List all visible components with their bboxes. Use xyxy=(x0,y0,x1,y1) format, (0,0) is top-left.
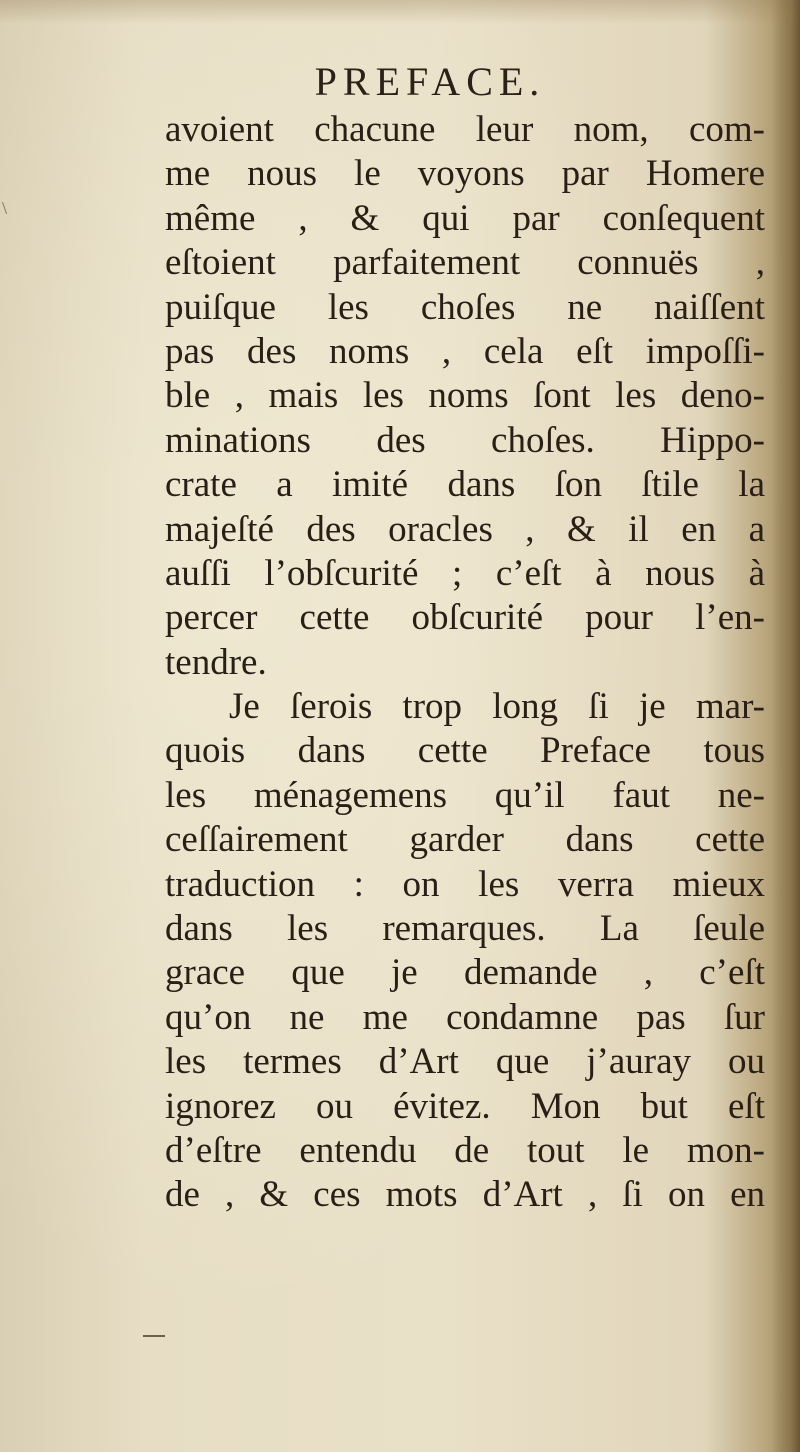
text-line: puiſque les choſes ne naiſſent xyxy=(165,286,765,328)
text-line: de , & ces mots d’Art , ſi on en xyxy=(165,1174,765,1216)
margin-dash-mark xyxy=(143,1335,165,1337)
text-line: dans les remarques. La ſeule xyxy=(165,908,765,950)
text-line: traduction : on les verra mieux xyxy=(165,863,765,905)
text-line: ble , mais les noms ſont les deno- xyxy=(165,375,765,417)
text-line: majeſté des oracles , & il en a xyxy=(165,508,765,550)
text-line: ignorez ou évitez. Mon but eſt xyxy=(165,1085,765,1127)
margin-mark: \ xyxy=(2,198,8,218)
text-line: avoient chacune leur nom, com- xyxy=(165,109,765,150)
text-line: les ménagemens qu’il faut ne- xyxy=(165,774,765,816)
page-top-shading xyxy=(0,0,800,24)
text-line: pas des noms , cela eſt impoſſi- xyxy=(165,330,765,372)
page-gutter-shadow xyxy=(772,0,800,1452)
text-line: eſtoient parfaitement connuës , xyxy=(165,242,765,284)
body-text xyxy=(165,108,765,1218)
running-head: PREFACE. xyxy=(314,59,546,104)
text-line: les termes d’Art que j’auray ou xyxy=(165,1041,765,1083)
text-line: crate a imité dans ſon ſtile la xyxy=(165,464,765,506)
text-line: grace que je demande , c’eſt xyxy=(165,952,765,994)
text-line: minations des choſes. Hippo- xyxy=(165,419,765,461)
text-line: qu’on ne me condamne pas ſur xyxy=(165,996,765,1038)
text-line: me nous le voyons par Homere xyxy=(165,153,765,195)
paragraph-start-line: Je ſerois trop long ſi je mar- xyxy=(229,686,765,728)
text-line: ceſſairement garder dans cette xyxy=(165,819,765,861)
text-line: auſſi l’obſcurité ; c’eſt à nous à xyxy=(165,552,765,594)
paragraph-end-line: tendre. xyxy=(165,641,267,683)
text-line: d’eſtre entendu de tout le mon- xyxy=(165,1129,765,1171)
text-line: percer cette obſcurité pour l’en- xyxy=(165,597,765,639)
text-line: quois dans cette Preface tous xyxy=(165,730,765,772)
text-line: même , & qui par conſequent xyxy=(165,197,765,239)
